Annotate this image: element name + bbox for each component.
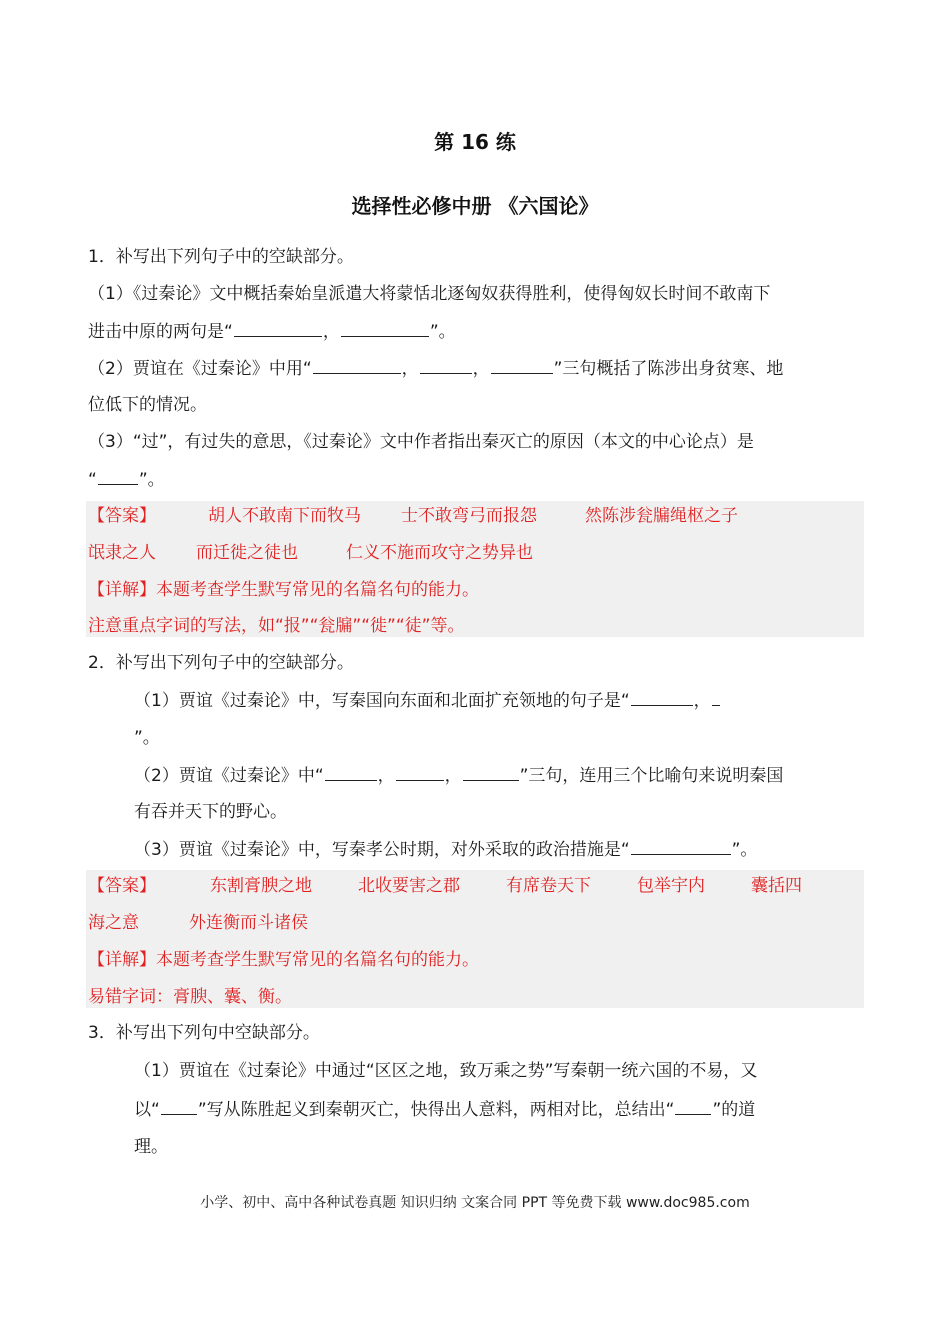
blank-field xyxy=(420,357,472,374)
answer-1-line1 xyxy=(88,505,864,527)
q2-part3-prefix: （3）贾谊《过秦论》中，写秦孝公时期，对外采取的政治措施是“ xyxy=(134,840,630,860)
q3-part1-line1: （1）贾谊在《过秦论》中通过“区区之地，致万乘之势”写秦朝一统六国的不易，又 xyxy=(134,1061,758,1081)
answer-item: 海之意 xyxy=(88,913,139,933)
answer-item: 士不敢弯弓而报怨 xyxy=(401,506,537,526)
q3-stem: 3．补写出下列句中空缺部分。 xyxy=(88,1023,320,1043)
answer-2-detail xyxy=(88,949,864,971)
answer-2-note: 易错字词：膏腴、囊、衡。 xyxy=(88,987,292,1007)
page-footer: 小学、初中、高中各种试卷真题 知识归纳 文案合同 PPT 等免费下载 www.doc985.com xyxy=(200,1195,750,1211)
blank-field xyxy=(491,357,553,374)
q3-part1-suffix: ”的道 xyxy=(712,1100,756,1120)
q1-part1-suffix: ”。 xyxy=(429,322,456,342)
q2-part1-line2: ”。 xyxy=(134,728,160,748)
answer-item: 氓隶之人 xyxy=(88,543,156,563)
blank-field xyxy=(234,320,322,337)
detail-label: 【详解】 xyxy=(88,950,156,970)
q2-part1-line1 xyxy=(134,689,864,712)
separator: ， xyxy=(693,691,711,711)
q2-stem: 2．补写出下列句子中的空缺部分。 xyxy=(88,653,354,673)
answer-1-line2 xyxy=(88,542,864,564)
q1-part2-line2: 位低下的情况。 xyxy=(88,395,207,415)
q2-part2-suffix: ”三句，连用三个比喻句来说明秦国 xyxy=(519,766,784,786)
page-subtitle: 选择性必修中册 《六国论》 xyxy=(351,194,599,218)
separator: ， xyxy=(377,766,395,786)
answer-item: 包举宇内 xyxy=(637,876,705,896)
answer-label: 【答案】 xyxy=(88,506,156,526)
page-title: 第 16 练 xyxy=(434,130,516,154)
q1-part1-prefix: 进击中原的两句是“ xyxy=(88,322,233,342)
detail-text: 本题考查学生默写常见的名篇名句的能力。 xyxy=(156,950,479,970)
answer-1-note: 注意重点字词的写法，如“报”“瓮牖”“徙”“徒”等。 xyxy=(88,616,465,636)
q1-part1-line2 xyxy=(88,320,866,343)
q3-part1-line3: 理。 xyxy=(134,1137,168,1157)
answer-label: 【答案】 xyxy=(88,876,156,896)
blank-field xyxy=(631,689,693,706)
blank-field xyxy=(341,320,429,337)
q2-part3 xyxy=(134,838,864,861)
detail-label: 【详解】 xyxy=(88,580,156,600)
blank-field xyxy=(396,764,444,781)
q1-part3-line1: （3）“过”，有过失的意思，《过秦论》文中作者指出秦灭亡的原因（本文的中心论点）是 xyxy=(88,432,754,452)
blank-field xyxy=(325,764,377,781)
q1-stem: 1．补写出下列句子中的空缺部分。 xyxy=(88,247,354,267)
q2-part2-line1 xyxy=(134,764,864,787)
answer-item: 外连衡而斗诸侯 xyxy=(189,913,308,933)
blank-field xyxy=(631,838,731,855)
separator: ， xyxy=(322,322,340,342)
answer-item: 有席卷天下 xyxy=(506,876,591,896)
blank-field xyxy=(313,357,401,374)
answer-item: 东割膏腴之地 xyxy=(210,876,312,896)
answer-2-line2 xyxy=(88,912,864,934)
blank-field xyxy=(463,764,519,781)
answer-1-detail xyxy=(88,579,864,601)
q2-part2-line2: 有吞并天下的野心。 xyxy=(134,802,287,822)
blank-field xyxy=(712,689,720,706)
blank-field xyxy=(98,468,138,485)
answer-item: 而迁徙之徒也 xyxy=(196,543,298,563)
open-quote: “ xyxy=(88,470,97,490)
answer-item: 囊括四 xyxy=(751,876,802,896)
close-quote: ”。 xyxy=(138,470,165,490)
answer-item: 胡人不敢南下而牧马 xyxy=(208,506,361,526)
answer-item: 北收要害之郡 xyxy=(358,876,460,896)
detail-text: 本题考查学生默写常见的名篇名句的能力。 xyxy=(156,580,479,600)
q3-part1-middle: ”写从陈胜起义到秦朝灭亡，快得出人意料，两相对比，总结出“ xyxy=(197,1100,675,1120)
separator: ， xyxy=(444,766,462,786)
blank-field xyxy=(161,1098,197,1115)
answer-2-line1 xyxy=(88,875,864,897)
q1-part2-line1 xyxy=(88,357,866,380)
separator: ， xyxy=(472,359,490,379)
blank-field xyxy=(675,1098,711,1115)
q2-part1-prefix: （1）贾谊《过秦论》中，写秦国向东面和北面扩充领地的句子是“ xyxy=(134,691,630,711)
q1-part2-suffix: ”三句概括了陈涉出身贫寒、地 xyxy=(553,359,784,379)
q2-part2-prefix: （2）贾谊《过秦论》中“ xyxy=(134,766,324,786)
q1-part2-prefix: （2）贾谊在《过秦论》中用“ xyxy=(88,359,312,379)
answer-item: 然陈涉瓮牖绳枢之子 xyxy=(585,506,738,526)
q3-part1-line2 xyxy=(134,1098,864,1121)
q3-part1-prefix: 以“ xyxy=(134,1100,160,1120)
q2-part3-suffix: ”。 xyxy=(731,840,758,860)
separator: ， xyxy=(401,359,419,379)
answer-item: 仁义不施而攻守之势异也 xyxy=(346,543,533,563)
q1-part1-line1: （1）《过秦论》文中概括秦始皇派遣大将蒙恬北逐匈奴获得胜利，使得匈奴长时间不敢南下 xyxy=(88,284,771,304)
q1-part3-line2 xyxy=(88,468,866,491)
